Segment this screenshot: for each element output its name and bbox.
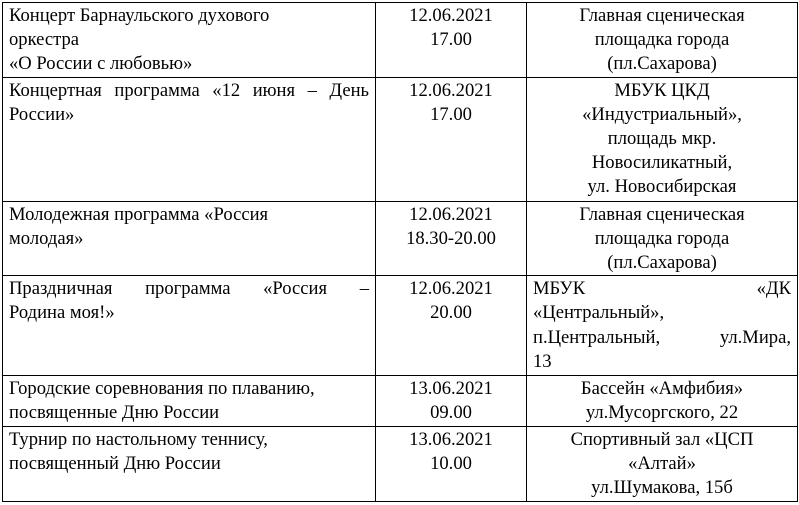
place-line: «Алтай» [628,452,696,474]
place-line: ул.Шумакова, 15б [591,477,733,499]
place-line: площадка города [594,227,730,249]
event-line: оркестра [9,29,80,51]
date-cell [376,77,527,201]
event-line: Родина моя!» [9,302,115,324]
table-row [3,276,798,376]
event-line: Турнир по настольному теннису, [9,428,268,450]
place-line: ул.Мусоргского, 22 [585,402,739,424]
place-cell [527,376,798,426]
table-row [3,376,798,426]
event-cell [3,77,376,201]
place-line: (пл.Сахарова) [607,252,717,274]
place-line: площадка города [594,29,730,51]
table-row [3,426,798,501]
event-line: Концерт Барнаульского духового [9,5,270,26]
event-line: Концертная программа «12 июня – День [9,79,369,101]
event-time: 17.00 [430,103,472,125]
place-line: Новосиликатный, [591,152,733,174]
place-line: Бассейн «Амфибия» [580,378,744,400]
place-cell [527,77,798,201]
event-date: 12.06.2021 [409,278,493,300]
event-date: 13.06.2021 [409,428,493,450]
event-date: 12.06.2021 [409,203,493,225]
date-cell [376,3,527,78]
event-line: Праздничная программа «Россия – [9,278,369,300]
place-line: МБУК ЦКД [614,79,710,101]
place-line: «Индустриальный», [582,103,742,125]
place-line: МБУК «ДК [533,278,791,300]
event-line: посвященные Дню России [9,402,220,424]
events-table [2,2,798,502]
place-line: «Центральный», [533,302,665,324]
place-cell [527,201,798,276]
event-line: молодая» [9,227,84,249]
date-cell [376,376,527,426]
event-date: 13.06.2021 [409,378,493,400]
place-line: Главная сценическая [579,203,745,225]
table-row [3,77,798,201]
place-line: Главная сценическая [579,5,745,26]
date-cell [376,201,527,276]
event-cell [3,376,376,426]
event-cell [3,201,376,276]
event-time: 10.00 [430,452,472,474]
event-line: посвященный Дню России [9,452,221,474]
place-line: ул. Новосибирская [587,176,737,198]
event-cell [3,3,376,78]
event-date: 12.06.2021 [409,79,493,101]
event-date: 12.06.2021 [409,5,493,26]
place-line: площадь мкр. [607,128,717,150]
place-cell [527,426,798,501]
event-cell [3,276,376,376]
place-line: Спортивный зал «ЦСП [570,428,754,450]
event-time: 09.00 [430,402,472,424]
place-line: (пл.Сахарова) [607,53,717,75]
place-line: п.Центральный, ул.Мира, [533,326,791,348]
event-time: 18.30-20.00 [406,227,496,249]
table-row [3,3,798,78]
event-time: 20.00 [430,302,472,324]
event-line: России» [9,103,75,125]
event-cell [3,426,376,501]
place-cell [527,3,798,78]
place-line: 13 [533,350,552,372]
date-cell [376,276,527,376]
table-row [3,201,798,276]
event-line: «О России с любовью» [9,53,193,75]
date-cell [376,426,527,501]
event-line: Городские соревнования по плаванию, [9,378,315,400]
event-line: Молодежная программа «Россия [9,203,269,225]
place-cell [527,276,798,376]
event-time: 17.00 [430,29,472,51]
